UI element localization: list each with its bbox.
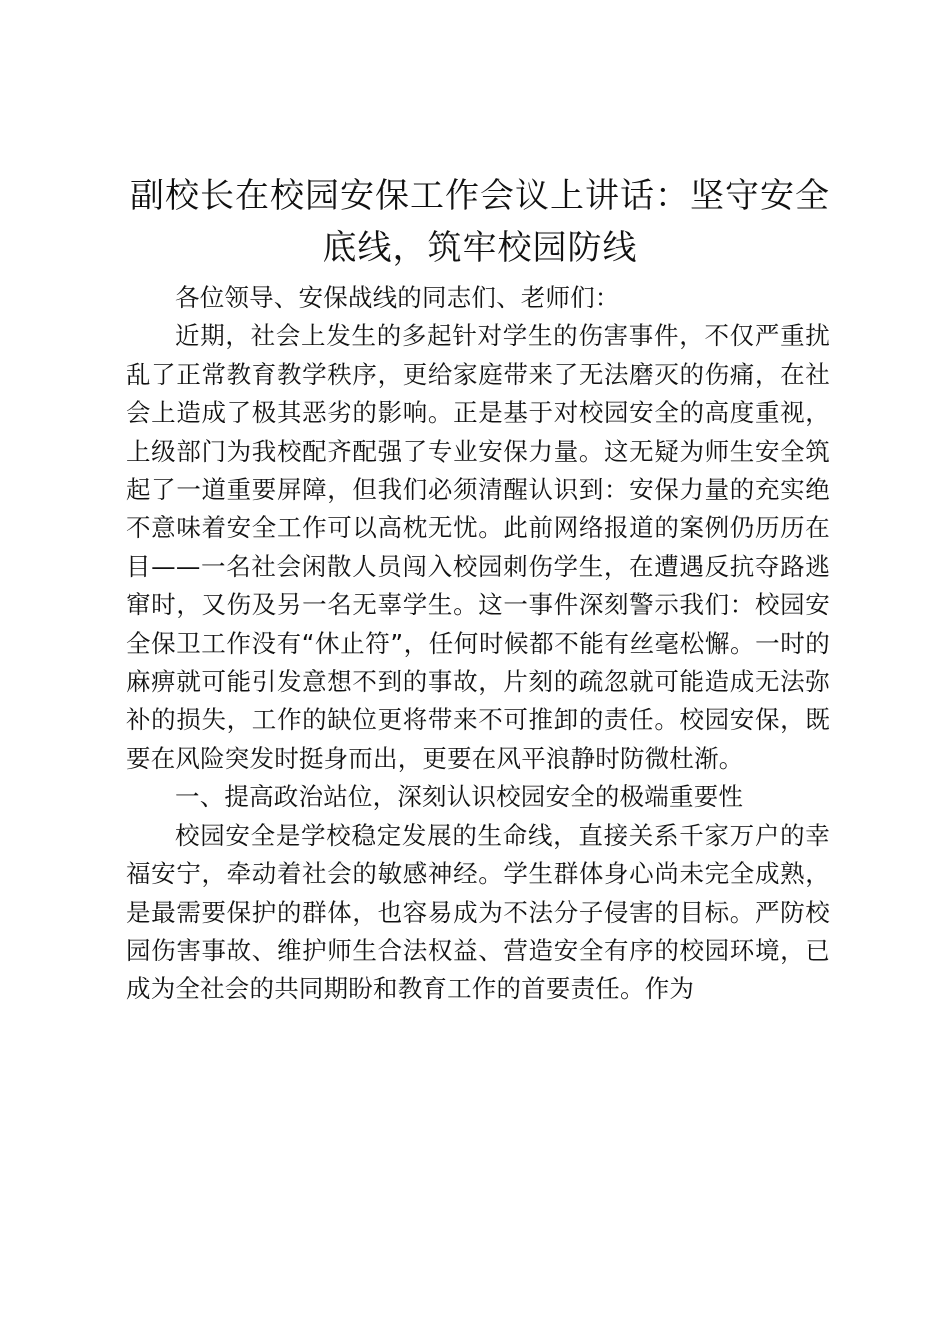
salutation: 各位领导、安保战线的同志们、老师们： xyxy=(175,283,620,312)
document-body xyxy=(126,279,830,1009)
document-title: 副校长在校园安保工作会议上讲话：坚守安全底线，筑牢校园防线 xyxy=(130,176,830,268)
section-paragraph-1: 校园安全是学校稳定发展的生命线，直接关系千家万户的幸福安宁，牵动着社会的敏感神经。学生群体身心尚未完全成熟，是最需要保护的群体，也容易成为不法分子侵害的目标。严防校园伤害事故、维护师生合法权益、营造安全有序的校园环境，已成为全社会的共同期盼和教育工作的首要责任。作为 xyxy=(126,820,830,1004)
paragraph-intro: 近期，社会上发生的多起针对学生的伤害事件，不仅严重扰乱了正常教育教学秩序，更给家庭带来了无法磨灭的伤痛，在社会上造成了极其恶劣的影响。正是基于对校园安全的高度重视，上级部门为我校配齐配强了专业安保力量。这无疑为师生安全筑起了一道重要屏障，但我们必须清醒认识到：安保力量的充实绝不意味着安全工作可以高枕无忧。此前网络报道的案例仍历历在目——一名社会闲散人员闯入校园刺伤学生，在遭遇反抗夺路逃窜时，又伤及另一名无辜学生。这一事件深刻警示我们：校园安全保卫工作没有“休止符”，任何时候都不能有丝毫松懈。一时的麻痹就可能引发意想不到的事故，片刻的疏忽就可能造成无法弥补的损失，工作的缺位更将带来不可推卸的责任。校园安保，既要在风险突发时挺身而出，更要在风平浪静时防微杜渐。 xyxy=(126,321,830,773)
section-heading-1: 一、提高政治站位，深刻认识校园安全的极端重要性 xyxy=(175,782,744,812)
